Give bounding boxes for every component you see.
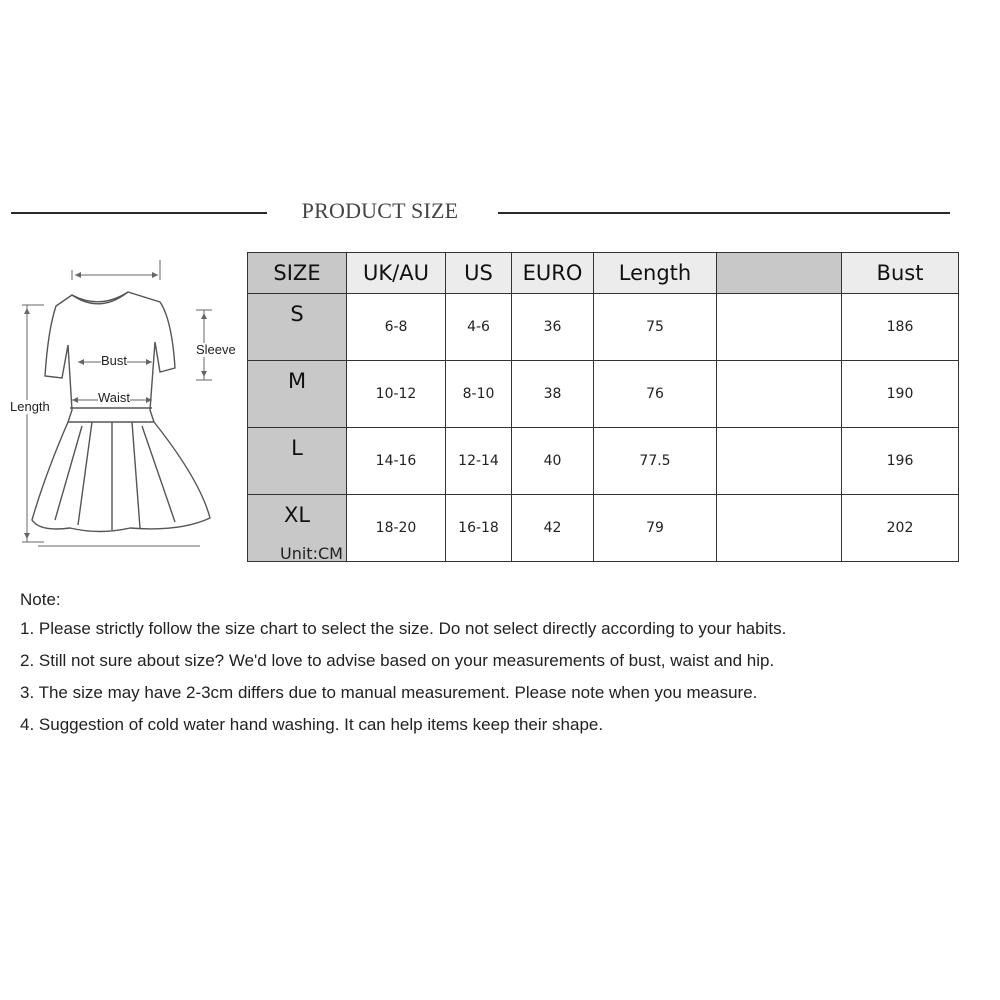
bust-cell: 202	[842, 495, 959, 562]
note-item: 3. The size may have 2-3cm differs due to manual measurement. Please note when you measure.	[20, 683, 758, 702]
us-cell: 8-10	[446, 361, 512, 428]
note-item: 2. Still not sure about size? We'd love to advise based on your measurements of bust, waist and hip.	[20, 651, 775, 670]
uk-au-cell: 10-12	[347, 361, 446, 428]
length-cell: 75	[594, 294, 717, 361]
blank-cell	[717, 428, 842, 495]
header-length: Length	[594, 253, 717, 294]
table-row	[248, 428, 959, 495]
notes-section	[20, 590, 995, 746]
header-uk-au: UK/AU	[347, 253, 446, 294]
length-cell: 77.5	[594, 428, 717, 495]
section-header	[0, 196, 1000, 230]
notes-list	[20, 618, 995, 746]
sleeve-label: Sleeve	[196, 342, 236, 357]
us-cell: 4-6	[446, 294, 512, 361]
header-bust: Bust	[842, 253, 959, 294]
table-header-row	[248, 253, 959, 294]
us-cell: 12-14	[446, 428, 512, 495]
header-size: SIZE	[248, 253, 347, 294]
euro-cell: 40	[512, 428, 594, 495]
bust-cell: 186	[842, 294, 959, 361]
blank-cell	[717, 294, 842, 361]
euro-cell: 38	[512, 361, 594, 428]
header-blank	[717, 253, 842, 294]
unit-label: Unit:CM	[280, 544, 343, 563]
size-table	[247, 252, 959, 562]
header-rule-right	[498, 212, 950, 214]
euro-cell: 36	[512, 294, 594, 361]
size-cell: M	[248, 361, 347, 428]
table-row	[248, 361, 959, 428]
blank-cell	[717, 495, 842, 562]
table-row	[248, 294, 959, 361]
dress-measurement-diagram	[0, 250, 250, 560]
notes-title: Note:	[20, 590, 61, 609]
length-label: Length	[10, 399, 50, 414]
uk-au-cell: 18-20	[347, 495, 446, 562]
table-row	[248, 495, 959, 562]
us-cell: 16-18	[446, 495, 512, 562]
size-cell: L	[248, 428, 347, 495]
page-title: PRODUCT SIZE	[301, 198, 459, 223]
header-rule-left	[11, 212, 267, 214]
length-cell: 76	[594, 361, 717, 428]
size-cell: S	[248, 294, 347, 361]
note-item: 4. Suggestion of cold water hand washing. It can help items keep their shape.	[20, 715, 604, 734]
note-item: 1. Please strictly follow the size chart to select the size. Do not select directly according to your habits.	[20, 619, 787, 638]
size-cell: XL	[248, 495, 347, 562]
uk-au-cell: 6-8	[347, 294, 446, 361]
header-us: US	[446, 253, 512, 294]
bust-cell: 190	[842, 361, 959, 428]
header-euro: EURO	[512, 253, 594, 294]
bust-label: Bust	[101, 353, 128, 368]
length-cell: 79	[594, 495, 717, 562]
bust-cell: 196	[842, 428, 959, 495]
euro-cell: 42	[512, 495, 594, 562]
uk-au-cell: 14-16	[347, 428, 446, 495]
blank-cell	[717, 361, 842, 428]
waist-label: Waist	[98, 390, 131, 405]
